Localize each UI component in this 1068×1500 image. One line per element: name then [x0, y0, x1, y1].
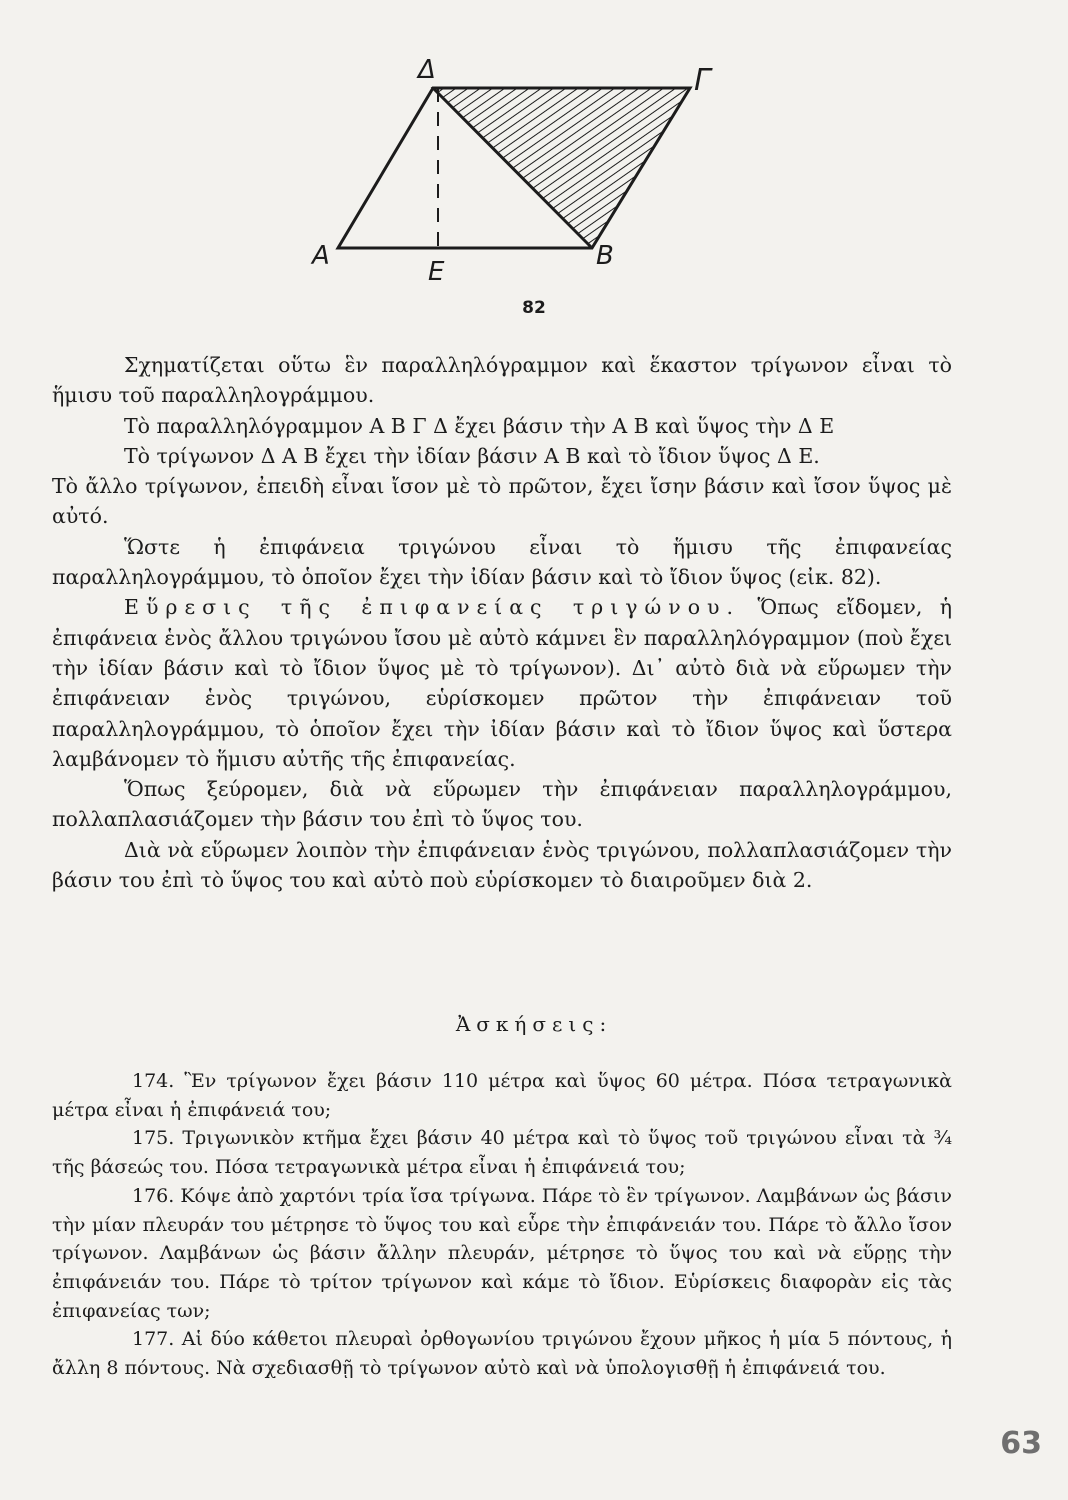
- paragraph: Διὰ νὰ εὕρωμεν λοιπὸν τὴν ἐπιφάνειαν ἑνὸς τριγώνου, πολλαπλασιάζομεν τὴν βάσιν του ἐπὶ τὸ ὕψος του καὶ αὐτὸ ποὺ εὑρίσκομεν τὸ διαιροῦμεν διὰ 2.: [52, 837, 952, 893]
- exercises-heading: Ἀσκήσεις:: [455, 1012, 613, 1036]
- parallelogram-diagram: [290, 50, 730, 300]
- parallelogram-figure: [290, 50, 730, 300]
- exercise-item: 175. Τριγωνικὸν κτῆμα ἔχει βάσιν 40 μέτρα καὶ τὸ ὕψος τοῦ τριγώνου εἶναι τὰ ¾ τῆς βάσεώς του. Πόσα τετραγωνικὰ μέτρα εἶναι ἡ ἐπιφάνειά του;: [52, 1127, 952, 1179]
- paragraph: Ὅπως ξεύρομεν, διὰ νὰ εὕρωμεν τὴν ἐπιφάνειαν παραλληλογράμμου, πολλαπλασιάζομεν τὴν βάσιν του ἐπὶ τὸ ὕψος του.: [52, 777, 952, 832]
- hatched-triangle: [433, 88, 690, 248]
- label-epsilon: Ε: [428, 257, 445, 287]
- exercises-list: [52, 1067, 952, 1383]
- paragraph: Τὸ ἄλλο τρίγωνον, ἐπειδὴ εἶναι ἴσον μὲ τὸ πρῶτον, ἔχει ἴσην βάσιν καὶ ἴσον ὕψος μὲ αὐτό.: [52, 474, 952, 529]
- paragraph: Τὸ παραλληλόγραμμον Α Β Γ Δ ἔχει βάσιν τὴν Α Β καὶ ὕψος τὴν Δ Ε: [124, 413, 835, 438]
- exercise-item: 176. Κόψε ἀπὸ χαρτόνι τρία ἴσα τρίγωνα. Πάρε τὸ ἓν τρίγωνον. Λαμβάνων ὡς βάσιν τὴν μίαν πλευράν του μέτρησε τὸ ὕψος του καὶ εὗρε τὴν ἐπιφάνειάν του. Πάρε τὸ ἄλλο ἴσον τρίγωνον. Λαμβάνων ὡς βάσιν ἄλλην πλευράν, μέτρησε τὸ ὕψος του καὶ νὰ εὕρῃς τὴν ἐπιφάνειάν του. Πάρε τὸ τρίτον τρίγωνον καὶ κάμε τὸ ἴδιον. Εὑρίσκεις διαφορὰν εἰς τὰς ἐπιφανείας των;: [52, 1184, 952, 1322]
- exercise-item: 177. Αἱ δύο κάθετοι πλευραὶ ὀρθογωνίου τριγώνου ἔχουν μῆκος ἡ μία 5 πόντους, ἡ ἄλλη 8 πόντους. Νὰ σχεδιασθῇ τὸ τρίγωνον αὐτὸ καὶ νὰ ὑπολογισθῇ ἡ ἐπιφάνειά του.: [52, 1328, 952, 1380]
- section-paragraph: [52, 592, 952, 774]
- figure-number: 82: [522, 298, 546, 318]
- label-delta: Δ: [418, 55, 436, 85]
- section-text: Ὅπως εἴδομεν, ἡ ἐπιφάνεια ἑνὸς ἄλλου τριγώνου ἴσου μὲ αὐτὸ κάμνει ἓν παραλληλόγραμμον (ποὺ ἔχει τὴν ἰδίαν βάσιν καὶ τὸ ἴδιον ὕψος μὲ τὸ τρίγωνον). Δι᾽ αὐτὸ διὰ νὰ εὕρωμεν τὴν ἐπιφάνειαν ἑνὸς τριγώνου, εὑρίσκομεν πρῶτον τὴν ἐπιφάνειαν τοῦ παραλληλογράμμου, τὸ ὁποῖον ἔχει τὴν ἰδίαν βάσιν καὶ τὸ ἴδιον ὕψος καὶ ὕστερα λαμβάνομεν τὸ ἥμισυ αὐτῆς τῆς ἐπιφανείας.: [52, 595, 952, 771]
- label-gamma: Γ: [694, 63, 711, 98]
- paragraph: Ὥστε ἡ ἐπιφάνεια τριγώνου εἶναι τὸ ἥμισυ τῆς ἐπιφανείας παραλληλογράμμου, τὸ ὁποῖον ἔχει τὴν ἰδίαν βάσιν καὶ τὸ ἴδιον ὕψος (εἰκ. 82).: [52, 534, 952, 590]
- page-number: 63: [1000, 1426, 1042, 1461]
- label-beta: Β: [596, 241, 614, 271]
- paragraph: Σχηματίζεται οὕτω ἓν παραλληλόγραμμον καὶ ἕκαστον τρίγωνον εἶναι τὸ ἥμισυ τοῦ παραλληλογράμμου.: [52, 353, 952, 408]
- main-text: [52, 350, 952, 895]
- exercise-item: 174. Ἓν τρίγωνον ἔχει βάσιν 110 μέτρα καὶ ὕψος 60 μέτρα. Πόσα τετραγωνικὰ μέτρα εἶναι ἡ ἐπιφάνειά του;: [52, 1070, 952, 1121]
- section-lead: Εὕρεσις τῆς ἐπιφανείας τριγώνου.: [124, 595, 741, 620]
- label-alpha: Α: [312, 241, 330, 271]
- paragraph: Τὸ τρίγωνον Δ Α Β ἔχει τὴν ἰδίαν βάσιν Α Β καὶ τὸ ἴδιον ὕψος Δ Ε.: [124, 443, 820, 468]
